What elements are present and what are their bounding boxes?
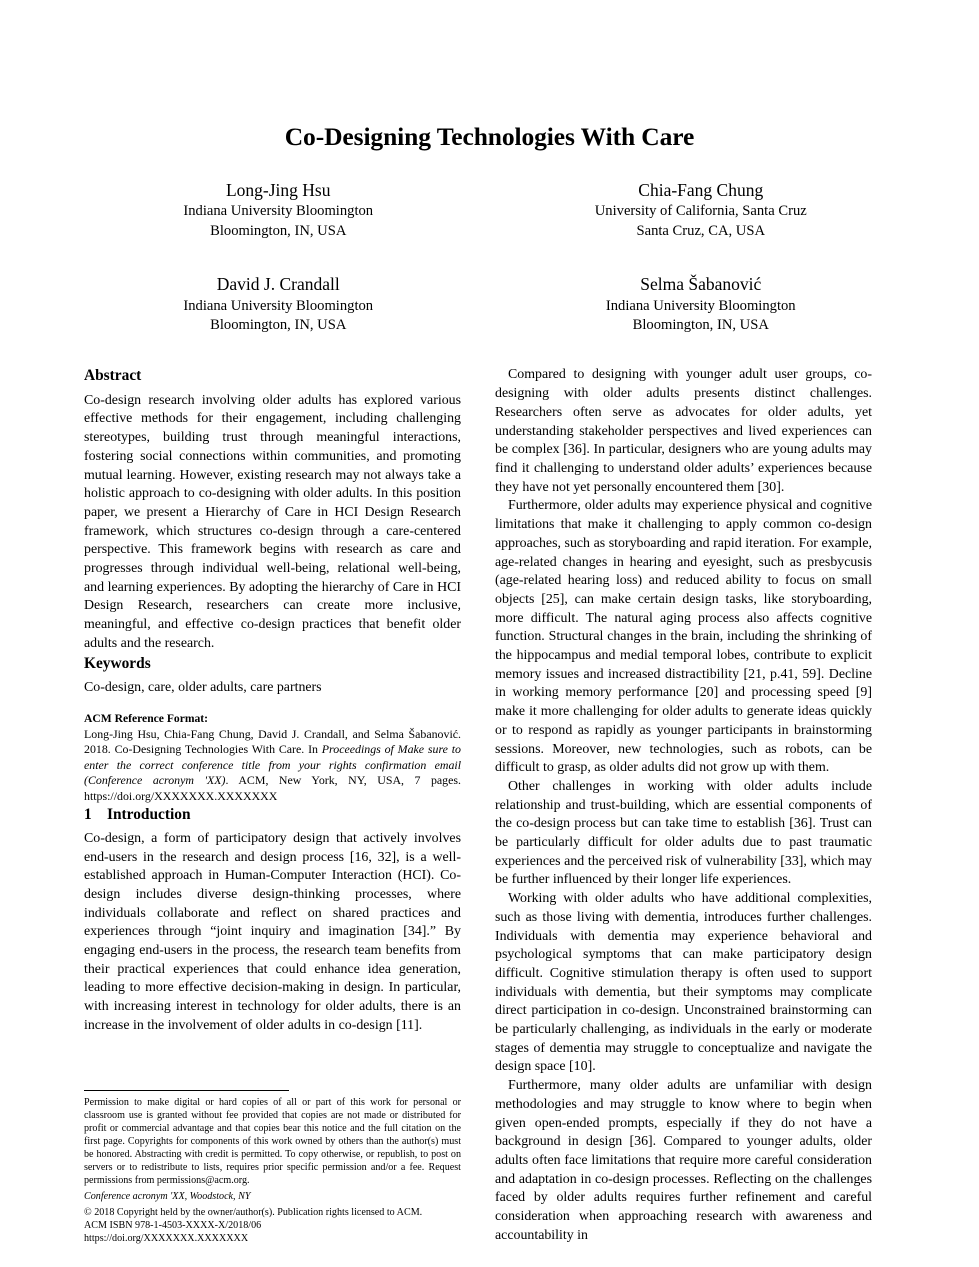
abstract-text: Co-design research involving older adults has explored various effective methods for their engagement, including challenging stereotypes, building trust through meaningful interactions, fostering social connections within communities, and promoting mutual learning. However, existing research may not always take a holistic approach to co-designing with older adults. In this position paper, we present a Hierarchy of Care in HCI Design Research framework, which structures co-design through a care-centered perspective. This framework begins with research as care and progresses through individual well-being, relational well-being, and learning experiences. By adopting the hierarchy of Care in HCI Design Research, researchers can create more inclusive, meaningful, and effective co-design practices that benefit older adults and the research. — [84, 392, 461, 651]
permission-text: Permission to make digital or hard copies of all or part of this work for personal or classroom use is granted without fee provided that copies are not made or distributed for profit or commercial advantage and that copies bear this notice and the full citation on the first page. Copyrights for components of this work owned by others than the author(s) must be honored. Abstracting with credit is permitted. To copy otherwise, or republish, to post on servers or to redistribute to lists, requires prior specific permission and/or a fee. Request permissions from permissions@acm.org. — [84, 1096, 461, 1187]
author-block — [84, 273, 473, 335]
author-block — [507, 273, 896, 335]
author-name: David J. Crandall — [216, 274, 340, 295]
author-location: Bloomington, IN, USA — [632, 317, 769, 334]
acm-ref-part2: . ACM, New York, NY, USA, 7 pages. https://doi.org/XXXXXXX.XXXXXXX — [84, 773, 462, 804]
author-block — [84, 179, 473, 241]
section-heading-introduction — [84, 805, 461, 824]
body-paragraph: Working with older adults who have additional complexities, such as those living with dementia, introduces further challenges. Individuals with dementia may experience behavioral and psychological symptoms that can make participatory design difficult. Cognitive stimulation therapy is often used to support individuals with dementia, but their symptoms may complicate direct participation in co-design. Unconstrained brainstorming can be particularly challenging, as individuals in the early or moderate stages of dementia may struggle to conceptualize and navigate the design space [10]. — [495, 891, 872, 1075]
acm-reference-text — [84, 727, 461, 805]
two-column-body — [84, 366, 895, 1245]
left-column — [84, 366, 461, 1245]
author-name: Chia-Fang Chung — [638, 179, 764, 200]
author-location: Santa Cruz, CA, USA — [636, 222, 765, 239]
acm-ref-part1: Long-Jing Hsu, Chia-Fang Chung, David J. Crandall, and Selma Šabanović. 2018. Co-Designing Technologies With Care. In — [84, 726, 461, 757]
section-title: Introduction — [107, 805, 191, 823]
intro-paragraph: Co-design, a form of participatory design that actively involves end-users in the research and design process [16, 32], is a well-established approach in Human-Computer Interaction (HCI). Co-design includes diverse design-thinking processes, where individuals collaborate and reflect on shared practices and experiences through “joint inquiry and imagination [34].” By engaging end-users in the process, the research team benefits from their practical experiences that could enhance idea generation, leading to more effective decision-making in design. In particular, with increasing interest in technology for older adults, there is an increase in the involvement of older adults in co-design [11]. — [84, 830, 461, 1033]
author-affiliation: Indiana University Bloomington — [183, 297, 374, 314]
author-name: Long-Jing Hsu — [225, 179, 331, 200]
keywords-heading: Keywords — [84, 654, 151, 672]
author-list — [84, 179, 895, 340]
body-paragraph: Other challenges in working with older adults include relationship and trust-building, which are essential components of the co-design process but can take time to establish [36]. Trust can be particularly difficult for older adults due to past traumatic experiences and the perceived risk of vulnerability [33], which may be further influenced by their longer life experiences. — [495, 778, 872, 888]
body-paragraph: Furthermore, older adults may experience physical and cognitive limitations that make it challenging to apply common co-design approaches, such as storyboarding and rapid iteration. For example, age-related changes in hearing and eyesight, such as presbycusis (age-related hearing loss) and reduced ability to focus on small objects [25], can make certain design tasks, like storyboarding, more difficult. The natural aging process also affects cognitive function. Structural changes in the brain, including the shrinking of the hippocampus and medial temporal lobes, contribute to explicit memory issues and increased distractibility [21, p.41, 59]. Decline in working memory performance [20] and processing speed [9] make it more challenging for older adults to generate ideas quickly or to respond as rapidly as younger participants in brainstorming sessions. Moreover, new technologies, such as robots, can be difficult to grasp, as older adults did not grow up with them. — [495, 498, 872, 776]
copyright-line: © 2018 Copyright held by the owner/author(s). Publication rights licensed to ACM. — [84, 1206, 423, 1218]
right-column — [495, 366, 872, 1245]
author-affiliation: Indiana University Bloomington — [605, 297, 796, 314]
isbn-line: ACM ISBN 978-1-4503-XXXX-X/2018/06 — [84, 1219, 262, 1231]
section-number: 1 — [84, 805, 92, 823]
footer-divider — [84, 1090, 289, 1091]
body-paragraph: Compared to designing with younger adult user groups, co-designing with older adults presents distinct challenges. Researchers often serve as advocates for older adults, yet understanding stakeholder perspectives and lived experiences can be complex [36]. In particular, designers who are young adults may find it challenging to understand older adults’ experiences because they have not yet personally encountered them [30]. — [495, 367, 872, 495]
abstract-heading: Abstract — [84, 367, 142, 385]
conference-line: Conference acronym 'XX, Woodstock, NY — [84, 1191, 251, 1203]
author-affiliation: Indiana University Bloomington — [183, 203, 374, 220]
author-block — [507, 179, 896, 241]
keywords-text: Co-design, care, older adults, care partners — [84, 679, 322, 695]
author-affiliation: University of California, Santa Cruz — [594, 203, 807, 220]
doi-line: https://doi.org/XXXXXXX.XXXXXXX — [84, 1233, 249, 1245]
author-name: Selma Šabanović — [640, 274, 762, 295]
author-location: Bloomington, IN, USA — [210, 317, 347, 334]
acm-reference-heading: ACM Reference Format: — [84, 711, 209, 725]
page-title: Co-Designing Technologies With Care — [284, 122, 695, 151]
author-location: Bloomington, IN, USA — [210, 222, 347, 239]
copyright-footer — [84, 1090, 461, 1246]
body-paragraph: Furthermore, many older adults are unfamiliar with design methodologies and may struggle to know where to begin when given open-ended prompts, especially if they do not have a background in design [36]. Compared to younger adults, older adults often face limitations that require more careful consideration and adaptation in co-design processes. Reflecting on the challenges faced by older adults requires further refinement and careful consideration when approaching research with awareness and accountability in — [495, 1078, 872, 1243]
acm-ref-proceedings: Proceedings of Make sure to enter the correct conference title from your rights confirmation email (Conference acronym 'XX) — [84, 742, 461, 788]
